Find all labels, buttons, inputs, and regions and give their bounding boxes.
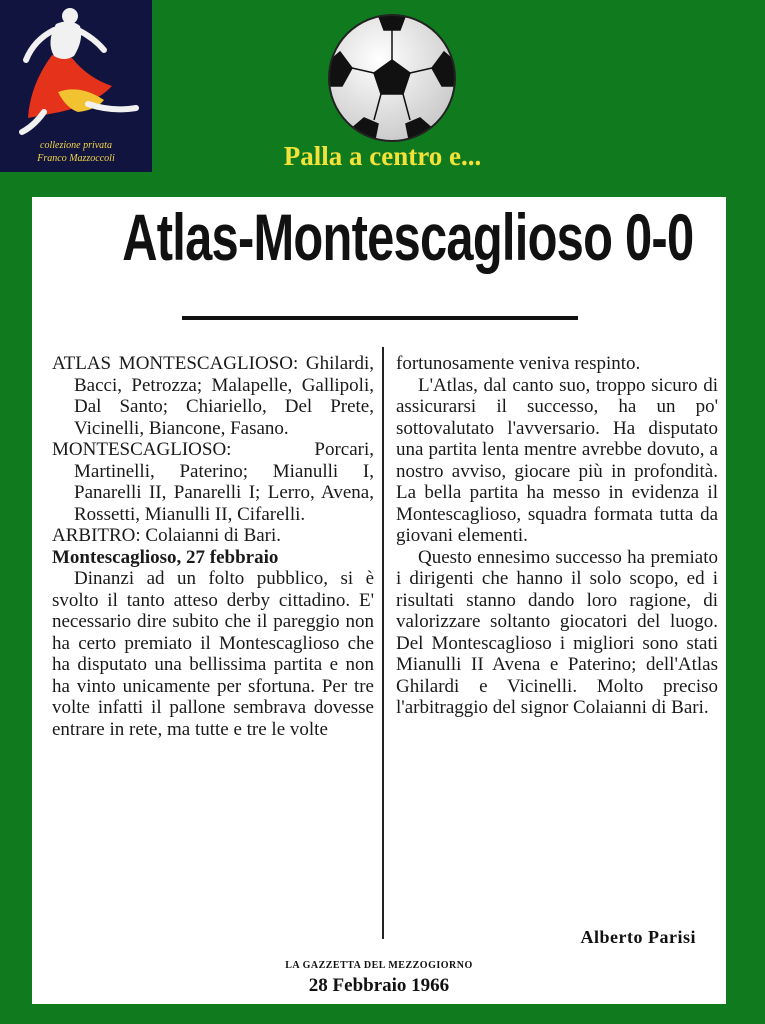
column-divider [382,347,384,939]
lineup-atlas: ATLAS MONTESCAGLIOSO: Ghilardi, Bacci, Petrozza; Malapelle, Gallipoli, Dal Santo; Chiariello, Del Prete, Vicinelli, Biancone, Fasano. [52,353,374,439]
paragraph-3: Questo ennesimo successo ha premiato i dirigenti che hanno il solo scopo, ed i risultati stanno dando loro ragione, di valorizzare soltanto giocatori del luogo. Del Montescaglioso i migliori sono stati Mianulli II Avena e Paterino; dell'Atlas Ghilardi e Vicinelli. Molto preciso l'arbitraggio del signor Colaianni di Bari. [396,546,718,718]
headline-rule [182,316,578,320]
soccer-ball-icon [326,12,458,144]
dateline: Montescaglioso, 27 febbraio [52,546,279,568]
article-column-right [396,353,718,719]
newspaper-source: LA GAZZETTA DEL MEZZOGIORNO [285,960,473,971]
referee: ARBITRO: Colaianni di Bari. [52,525,282,546]
newspaper-clipping [32,197,726,1004]
lineup-montescaglioso: MONTESCAGLIOSO: Porcari, Martinelli, Paterino; Mianulli I, Panarelli II, Panarelli I; Lerro, Avena, Rossetti, Mianulli II, Cifarelli. [52,439,374,525]
dancing-figure-icon [0,0,152,140]
logo-caption-line1: collezione privata [40,140,112,151]
author-signature: Alberto Parisi [580,927,696,947]
logo-caption-line2: Franco Mazzoccoli [37,153,115,164]
headline: Atlas-Montescaglioso 0-0 [122,200,694,274]
article-column-left [52,353,374,740]
tagline: Palla a centro e... [283,141,482,171]
paragraph-2: L'Atlas, dal canto suo, troppo sicuro di assicurarsi il successo, ha un po' sottovalutato l'avversario. Ha disputato una partita lenta mentre avrebbe dovuto, a nostro avviso, giocare più in profondità. La bella partita ha messo in evidenza il Montescaglioso, squadra formata tutta da giovani elementi. [396,374,718,546]
paragraph-1: Dinanzi ad un folto pubblico, si è svolto il tanto atteso derby cittadino. E' necessario dire subito che il pareggio non ha certo premiato il Montescaglioso che ha disputato una bellissima partita e non ha vinto unicamente per sfortuna. Per tre volte infatti il pallone sembrava dovesse entrare in rete, ma tutte e tre le volte [52,568,374,740]
paragraph-1-continued: fortunosamente veniva respinto. [396,353,641,374]
publication-date: 28 Febbraio 1966 [308,975,450,996]
